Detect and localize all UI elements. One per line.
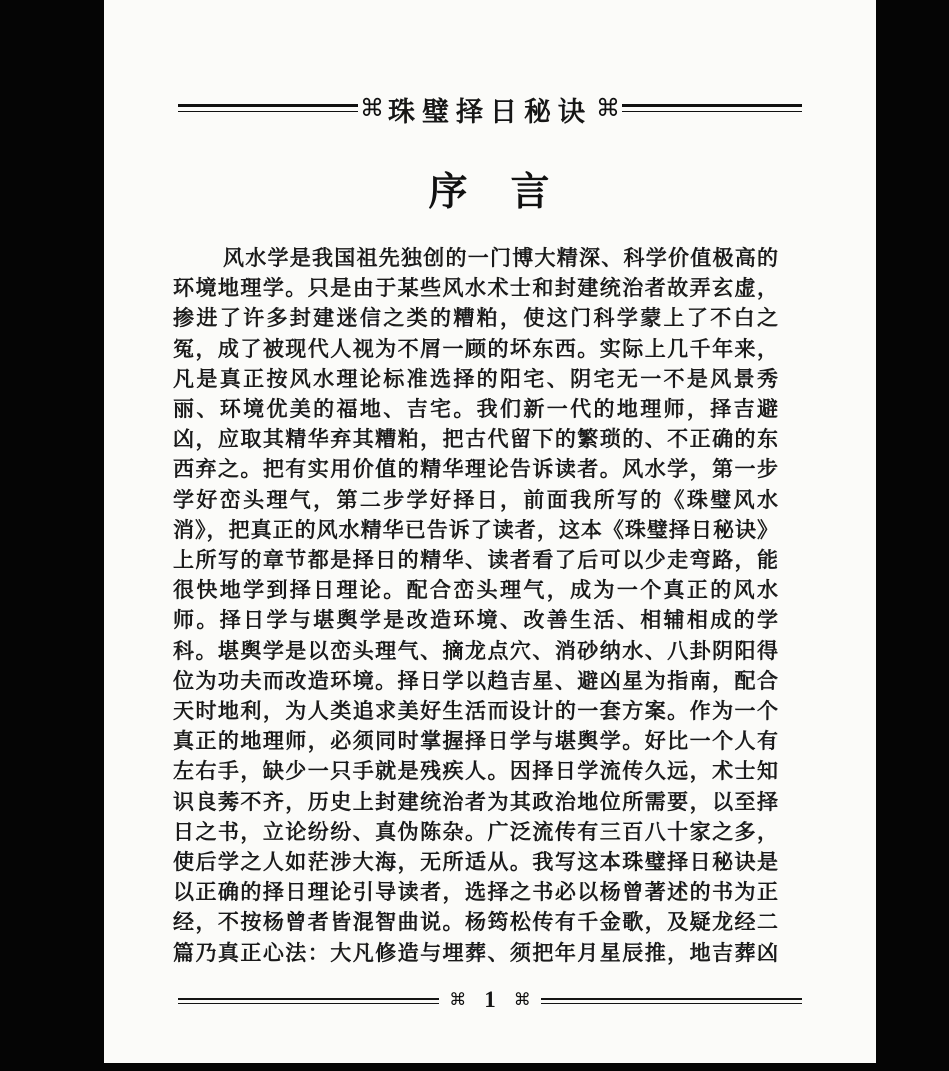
body-text-line: 西弃之。把有实用价值的精华理论告诉读者。风水学，第一步 bbox=[173, 457, 779, 482]
body-text-line: 环境地理学。只是由于某些风水术士和封建统治者故弄玄虚， bbox=[173, 276, 779, 301]
book-title: 珠璧择日秘诀 bbox=[388, 97, 592, 127]
scan-border-left bbox=[0, 0, 104, 1071]
body-text-line: 学好峦头理气，第二步学好择日，前面我所写的《珠璧风水 bbox=[173, 487, 779, 512]
running-head bbox=[104, 88, 876, 127]
header-rule-left bbox=[178, 104, 358, 112]
body-text-line: 上所写的章节都是择日的精华、读者看了后可以少走弯路，能 bbox=[173, 548, 779, 573]
knot-ornament-icon: ⌘ bbox=[596, 93, 620, 122]
body-text-line: 科。堪舆学是以峦头理气、摘龙点穴、消砂纳水、八卦阴阳得 bbox=[173, 638, 779, 663]
page-number: 1 bbox=[484, 986, 496, 1012]
body-text-line: 篇乃真正心法：大凡修造与埋葬、须把年月星辰推，地吉葬凶 bbox=[173, 940, 779, 965]
scan-border-bottom bbox=[0, 1063, 949, 1071]
body-text-line: 掺进了许多封建迷信之类的糟粕，使这门科学蒙上了不白之 bbox=[173, 306, 779, 331]
body-text-line: 风水学是我国祖先独创的一门博大精深、科学价值极高的 bbox=[223, 246, 779, 270]
body-text-line: 左右手，缺少一只手就是残疾人。因择日学流传久远，术士知 bbox=[173, 759, 779, 784]
footer-rule-right bbox=[541, 998, 802, 1004]
footer-rule-left bbox=[178, 998, 439, 1004]
knot-ornament-icon: ⌘ bbox=[513, 990, 531, 1011]
scan-border-right bbox=[876, 0, 949, 1071]
body-text-line: 天时地利，为人类追求美好生活而设计的一套方案。作为一个 bbox=[173, 699, 779, 724]
body-text-line: 很快地学到择日理论。配合峦头理气，成为一个真正的风水 bbox=[173, 578, 779, 603]
preface-title: 序 言 bbox=[428, 171, 552, 214]
knot-ornament-icon: ⌘ bbox=[360, 93, 384, 122]
knot-ornament-icon: ⌘ bbox=[449, 990, 467, 1011]
page-footer bbox=[104, 988, 876, 1014]
body-text-line: 师。择日学与堪舆学是改造环境、改善生活、相辅相成的学 bbox=[173, 608, 779, 633]
header-rule-right bbox=[622, 104, 802, 112]
body-text-line: 使后学之人如茫涉大海，无所适从。我写这本珠璧择日秘诀是 bbox=[173, 850, 779, 875]
body-text-line: 位为功夫而改造环境。择日学以趋吉星、避凶星为指南，配合 bbox=[173, 668, 779, 693]
body-text-line: 识良莠不齐，历史上封建统治者为其政治地位所需要，以至择 bbox=[173, 789, 779, 814]
body-text-line: 冤，成了被现代人视为不屑一顾的坏东西。实际上几千年来， bbox=[173, 336, 779, 361]
body-text-line: 凡是真正按风水理论标准选择的阳宅、阴宅无一不是风景秀 bbox=[173, 366, 779, 391]
body-text-line: 经，不按杨曾者皆混智曲说。杨筠松传有千金歌，及疑龙经二 bbox=[173, 910, 779, 935]
body-text-line: 丽、环境优美的福地、吉宅。我们新一代的地理师，择吉避 bbox=[173, 397, 779, 422]
body-text-line: 日之书，立论纷纷、真伪陈杂。广泛流传有三百八十家之多， bbox=[173, 819, 779, 844]
preface-body bbox=[173, 243, 779, 968]
page bbox=[104, 0, 876, 1063]
body-text-line: 以正确的择日理论引导读者，选择之书必以杨曾著述的书为正 bbox=[173, 880, 779, 905]
body-text-line: 真正的地理师，必须同时掌握择日学与堪舆学。好比一个人有 bbox=[173, 729, 779, 754]
body-text-line: 消》，把真正的风水精华已告诉了读者，这本《珠璧择日秘诀》 bbox=[173, 517, 779, 542]
body-text-line: 凶，应取其精华弃其糟粕，把古代留下的繁琐的、不正确的东 bbox=[173, 427, 779, 452]
